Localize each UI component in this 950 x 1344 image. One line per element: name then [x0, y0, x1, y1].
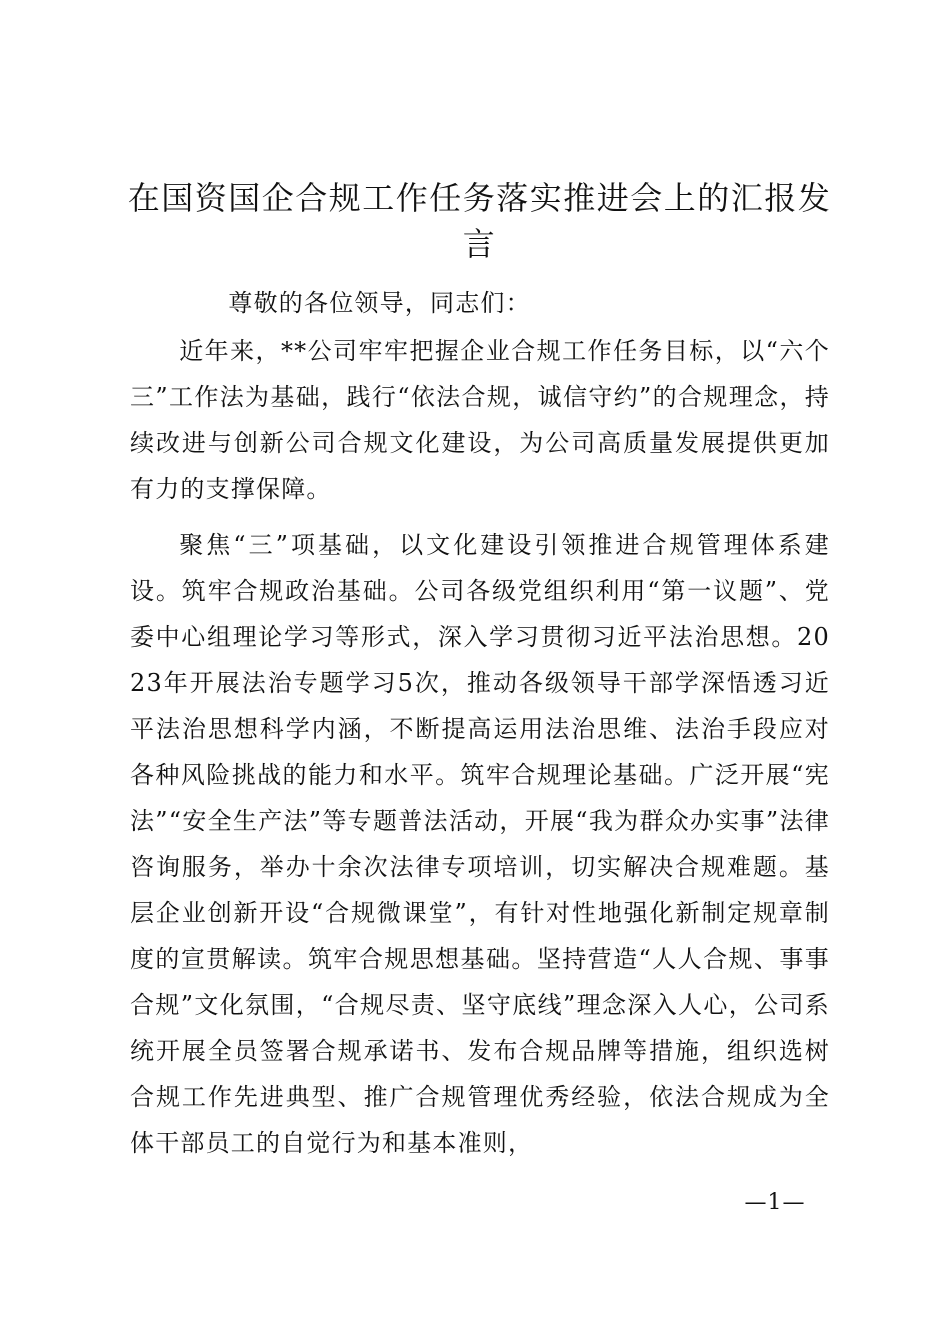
document-title: 在国资国企合规工作任务落实推进会上的汇报发言 — [127, 179, 832, 263]
paragraph-intro: 近年来，**公司牢牢把握企业合规工作任务目标，以“六个三”工作法为基础，践行“依法合规，诚信守约”的合规理念，持续改进与创新公司合规文化建设，为公司高质量发展提供更加有力的支撑保障。 — [130, 337, 830, 503]
greeting: 尊敬的各位领导，同志们： — [228, 289, 531, 317]
page-number: —1— — [744, 1190, 806, 1215]
document-body — [130, 280, 830, 1166]
paragraph-foundations: 聚焦“三”项基础，以文化建设引领推进合规管理体系建设。筑牢合规政治基础。公司各级党组织利用“第一议题”、党委中心组理论学习等形式，深入学习贯彻习近平法治思想。2023年开展法治专题学习5次，推动各级领导干部学深悟透习近平法治思想科学内涵，不断提高运用法治思维、法治手段应对各种风险挑战的能力和水平。筑牢合规理论基础。广泛开展“宪法”“安全生产法”等专题普法活动，开展“我为群众办实事”法律咨询服务，举办十余次法律专项培训，切实解决合规难题。基层企业创新开设“合规微课堂”，有针对性地强化新制定规章制度的宣贯解读。筑牢合规思想基础。坚持营造“人人合规、事事合规”文化氛围，“合规尽责、坚守底线”理念深入人心，公司系统开展全员签署合规承诺书、发布合规品牌等措施，组织选树合规工作先进典型、推广合规管理优秀经验，依法合规成为全体干部员工的自觉行为和基本准则， — [130, 531, 830, 1157]
